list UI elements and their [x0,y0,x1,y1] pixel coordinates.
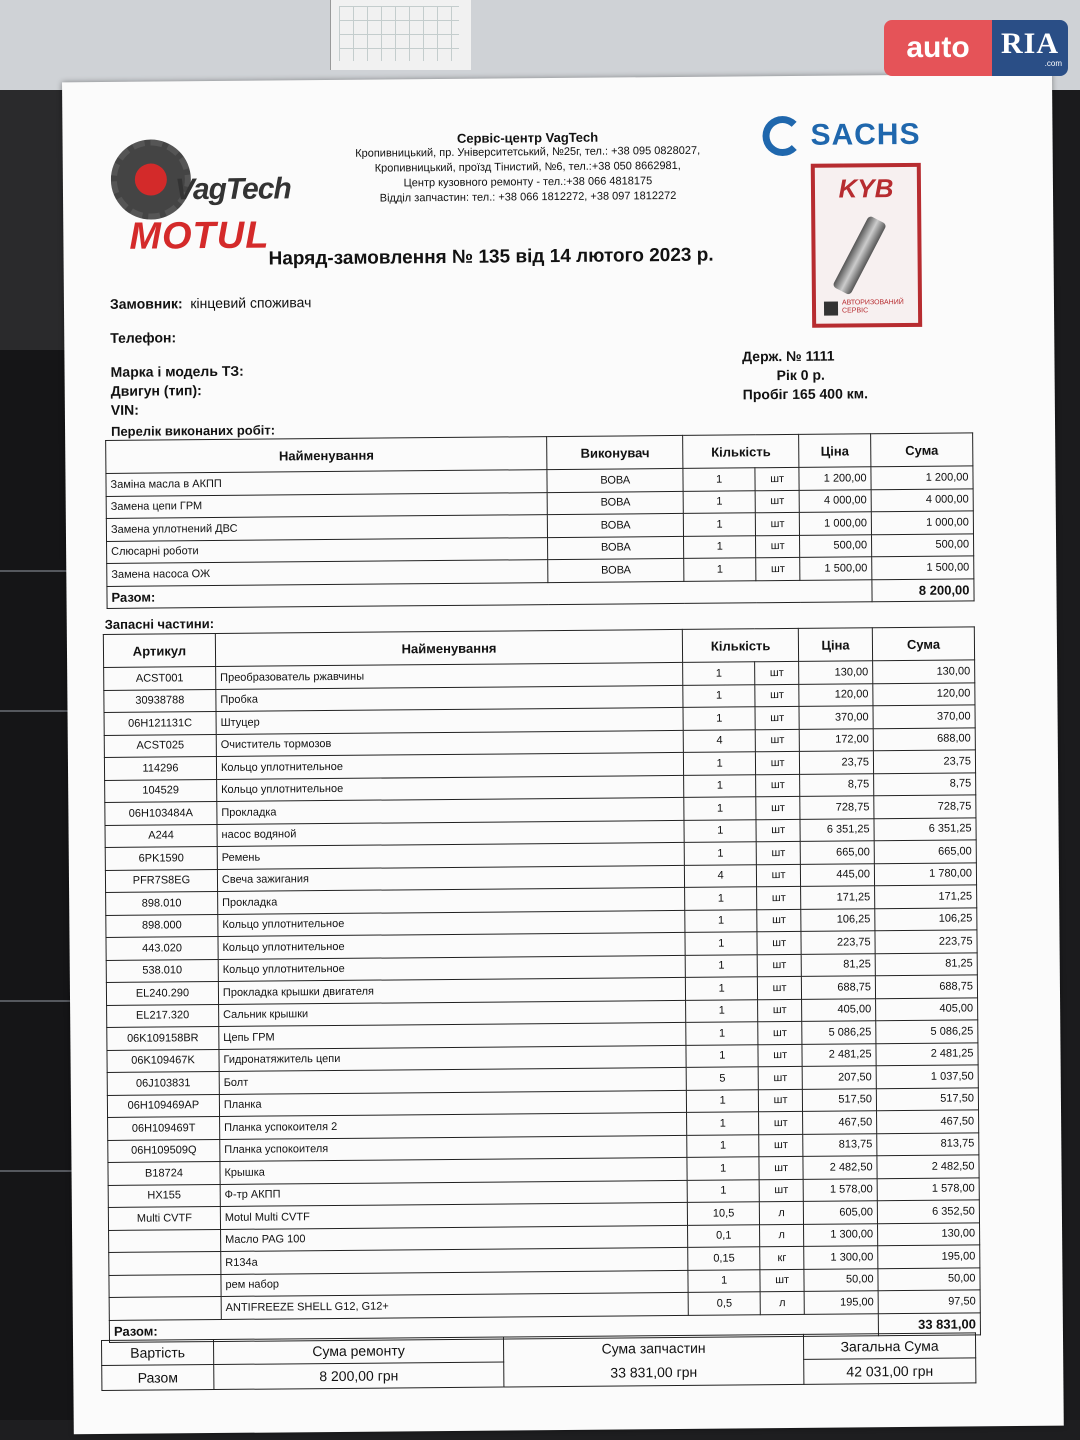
part-name: Кольцо уплотнительное [216,752,683,779]
part-article: ACST025 [104,734,216,757]
part-sum: 6 351,25 [874,817,976,840]
part-unit: шт [758,1066,802,1089]
part-price: 8,75 [800,773,874,796]
reg-number: Держ. № 1111 [742,347,835,365]
works-total-label: Разом: [107,579,872,608]
part-article: PFR7S8EG [105,869,217,892]
part-article: 898.000 [106,914,218,937]
part-qty: 1 [684,752,756,775]
part-sum: 405,00 [876,997,978,1020]
part-article: 114296 [104,756,216,779]
part-article: 6PK1590 [105,846,217,869]
works-total-value: 8 200,00 [872,578,974,601]
parts-section-title: Запасні частини: [104,616,215,632]
work-executor: ВОВА [548,513,684,537]
part-price: 172,00 [799,728,873,751]
company-header [312,128,743,207]
part-price: 2 482,50 [803,1156,877,1179]
part-qty: 1 [684,842,756,865]
part-sum: 728,75 [874,795,976,818]
part-qty: 1 [686,1022,758,1045]
part-price: 688,75 [801,976,875,999]
part-unit: шт [756,751,800,774]
work-name: Замена насоса ОЖ [107,560,549,586]
part-price: 81,25 [801,953,875,976]
part-name: Планка [219,1090,686,1117]
company-body-shop: Центр кузовного ремонту - тел.:+38 066 4818175 [403,175,653,190]
part-price: 467,50 [803,1111,877,1134]
part-article: 06H109509Q [108,1139,220,1162]
work-unit: шт [756,557,800,580]
part-price: 6 351,25 [800,818,874,841]
part-unit: шт [760,1269,804,1292]
part-unit: шт [757,954,801,977]
part-name: Кольцо уплотнительное [217,775,684,802]
part-article: HX155 [108,1184,220,1207]
part-price: 50,00 [804,1268,878,1291]
part-name: Кольцо уплотнительное [218,932,685,959]
part-sum: 1 037,50 [876,1065,978,1088]
works-table [105,432,974,609]
work-price: 500,00 [800,534,872,557]
part-name: Ф-тр АКПП [220,1180,687,1207]
part-name: Цепь ГРМ [219,1022,686,1049]
part-sum: 1 780,00 [874,862,976,885]
part-qty: 1 [685,887,757,910]
part-unit: шт [758,1044,802,1067]
autoria-watermark [884,20,1068,76]
part-qty: 4 [685,864,757,887]
part-name: Преобразователь ржавчины [216,662,683,689]
summary-total-label: Разом [102,1365,214,1391]
part-article: 104529 [105,779,217,802]
kyb-caption: АВТОРИЗОВАНИЙ СЕРВІС [841,298,904,315]
part-unit: шт [757,909,801,932]
work-sum: 1 200,00 [871,466,973,489]
part-qty: 1 [686,999,758,1022]
col-name: Найменування [106,437,548,474]
part-name: R134a [221,1247,688,1274]
work-unit: шт [756,535,800,558]
work-qty: 1 [683,490,755,513]
part-qty: 1 [686,977,758,1000]
part-sum: 5 086,25 [876,1020,978,1043]
part-article: 898.010 [106,891,218,914]
part-article: 06H109469AP [107,1094,219,1117]
part-price: 813,75 [803,1133,877,1156]
year: Рік 0 р. [776,366,825,384]
part-qty: 1 [687,1089,759,1112]
summary-parts-value: 33 831,00 грн [610,1363,698,1381]
mileage: Пробіг 165 400 км. [742,385,869,403]
part-name: Пробка [216,685,683,712]
col-part-qty: Кількість [683,628,799,662]
part-qty: 1 [686,1044,758,1067]
part-qty: 10,5 [688,1202,760,1225]
kyb-badge: KYB АВТОРИЗОВАНИЙ СЕРВІС [811,163,922,328]
shock-absorber-icon [832,215,887,295]
part-unit: шт [755,729,799,752]
part-price: 223,75 [801,931,875,954]
work-qty: 1 [683,468,755,491]
col-part-price: Ціна [798,628,872,662]
part-unit: л [760,1224,804,1247]
part-sum: 195,00 [878,1245,980,1268]
part-unit: шт [758,1021,802,1044]
part-name: Штуцер [216,707,683,734]
part-name: Motul Multi CVTF [220,1202,687,1229]
autoria-ria: RIA .com [992,20,1068,76]
work-executor: ВОВА [547,468,683,492]
part-unit: шт [758,1089,802,1112]
part-qty: 0,15 [688,1247,760,1270]
part-qty: 1 [684,819,756,842]
parts-total-value: 33 831,00 [878,1312,980,1335]
part-price: 106,25 [801,908,875,931]
part-sum: 517,50 [876,1087,978,1110]
part-name: Кольцо уплотнительное [218,910,685,937]
work-unit: шт [755,467,799,490]
part-sum: 106,25 [875,907,977,930]
summary-repair-value: 8 200,00 грн [214,1362,504,1390]
part-qty: 1 [687,1134,759,1157]
customer-value: кінцевий споживач [190,294,312,312]
part-sum: 8,75 [874,772,976,795]
col-executor: Виконувач [547,435,683,469]
work-qty: 1 [684,513,756,536]
part-name: Крышка [220,1157,687,1184]
part-name: Свеча зажигания [217,865,684,892]
part-name: Планка успокоителя 2 [219,1112,686,1139]
part-name: насос водяной [217,820,684,847]
part-unit: шт [759,1134,803,1157]
part-sum: 6 352,50 [877,1200,979,1223]
part-qty: 1 [685,909,757,932]
part-sum: 2 481,25 [876,1042,978,1065]
work-sum: 1 500,00 [872,556,974,579]
part-price: 665,00 [800,841,874,864]
part-sum: 50,00 [878,1267,980,1290]
part-article [109,1229,221,1252]
part-unit: шт [759,1179,803,1202]
part-unit: кг [760,1246,804,1269]
work-name: Заміна масла в АКПП [106,470,548,496]
part-unit: шт [756,796,800,819]
work-sum: 1 000,00 [871,511,973,534]
part-qty: 1 [683,707,755,730]
part-sum: 467,50 [877,1110,979,1133]
work-executor: ВОВА [548,536,684,560]
part-qty: 1 [687,1112,759,1135]
part-unit: шт [755,661,799,684]
work-price: 1 000,00 [799,512,871,535]
work-qty: 1 [684,558,756,581]
company-parts-dept: Відділ запчастин: тел.: +38 066 1812272, +38 097 1812272 [379,189,677,205]
part-unit: шт [755,684,799,707]
part-price: 171,25 [801,886,875,909]
part-qty: 1 [685,932,757,955]
part-qty: 1 [684,774,756,797]
summary-parts-label: Сума запчастин [601,1339,706,1357]
part-price: 605,00 [803,1201,877,1224]
part-article: 06H103484A [105,801,217,824]
part-price: 728,75 [800,796,874,819]
work-name: Замена цепи ГРМ [106,492,548,518]
part-name: рем набор [221,1270,688,1297]
summary-table [101,1332,976,1391]
part-price: 517,50 [802,1088,876,1111]
col-price: Ціна [799,434,871,468]
part-price: 405,00 [802,998,876,1021]
part-price: 1 300,00 [804,1246,878,1269]
part-sum: 688,00 [873,727,975,750]
part-sum: 665,00 [874,840,976,863]
parts-total-label: Разом: [109,1313,878,1342]
part-qty: 4 [683,729,755,752]
sachs-ring-icon [762,116,802,156]
part-qty: 1 [684,797,756,820]
customer-row: Замовник: кінцевий споживач [109,294,312,312]
part-name: Прокладка [218,887,685,914]
part-article: 06K109467K [107,1049,219,1072]
part-sum: 223,75 [875,930,977,953]
part-unit: шт [756,819,800,842]
part-article: EL240.290 [106,981,218,1004]
part-unit: шт [758,999,802,1022]
part-qty: 0,5 [688,1292,760,1315]
part-article: 30938788 [104,689,216,712]
part-article: 06J103831 [107,1071,219,1094]
company-address-1: Кропивницький, пр. Університетський, №25г, тел.: +38 095 0828027, [355,144,701,160]
part-price: 5 086,25 [802,1021,876,1044]
part-name: Планка успокоителя [220,1135,687,1162]
part-name: Кольцо уплотнительное [218,955,685,982]
part-sum: 370,00 [873,705,975,728]
col-part-name: Найменування [215,629,683,666]
part-name: Болт [219,1067,686,1094]
part-article: 538.010 [106,959,218,982]
background-paper [330,0,471,70]
col-article: Артикул [103,634,215,668]
summary-grand-value: 42 031,00 грн [804,1358,976,1385]
part-unit: шт [755,706,799,729]
part-price: 2 481,25 [802,1043,876,1066]
part-unit: шт [757,931,801,954]
part-sum: 120,00 [873,682,975,705]
part-name: Сальник крышки [218,1000,685,1027]
part-article: 06K109158BR [107,1026,219,1049]
part-sum: 813,75 [877,1132,979,1155]
work-qty: 1 [684,535,756,558]
part-qty: 5 [686,1067,758,1090]
col-part-sum: Сума [872,627,974,661]
part-name: Прокладка [217,797,684,824]
part-price: 445,00 [800,863,874,886]
part-unit: шт [759,1111,803,1134]
part-article: 06H109469T [108,1116,220,1139]
works-section-title: Перелік виконаних робіт: [111,422,276,439]
part-sum: 97,50 [878,1290,980,1313]
work-name: Замена уплотнений ДВС [106,515,548,541]
summary-parts-cell [503,1334,803,1387]
work-executor: ВОВА [547,491,683,515]
part-unit: шт [758,976,802,999]
part-sum: 130,00 [878,1222,980,1245]
work-order-sheet [62,74,1064,1435]
part-sum: 130,00 [873,660,975,683]
part-price: 370,00 [799,706,873,729]
part-sum: 688,75 [875,975,977,998]
summary-repair-label: Сума ремонту [213,1337,503,1365]
part-article: ACST001 [104,667,216,690]
part-unit: л [759,1201,803,1224]
part-sum: 2 482,50 [877,1155,979,1178]
part-article [109,1274,221,1297]
work-price: 1 500,00 [800,557,872,580]
part-unit: шт [759,1156,803,1179]
part-qty: 1 [685,954,757,977]
vagtech-logo-text: VagTech [174,172,291,207]
company-name: Сервіс-центр VagTech [456,129,599,146]
sachs-logo: SACHS [762,115,920,156]
col-qty: Кількість [683,434,799,468]
engine-label: Двигун (тип): [110,382,202,399]
part-article [109,1251,221,1274]
part-qty: 1 [687,1157,759,1180]
work-price: 4 000,00 [799,489,871,512]
part-sum: 1 578,00 [877,1177,979,1200]
part-article: Multi CVTF [108,1206,220,1229]
part-name: Очиститель тормозов [216,730,683,757]
work-sum: 500,00 [872,533,974,556]
work-unit: шт [755,512,799,535]
phone-label: Телефон: [110,329,177,346]
part-price: 195,00 [804,1291,878,1314]
vin-label: VIN: [110,401,139,418]
work-name: Слюсарні роботи [107,537,549,563]
summary-cost-label: Вартість [102,1340,214,1366]
autoria-auto: auto [884,20,992,76]
company-address-2: Кропивницький, проїзд Тінистий, №6, тел.:+38 050 8662981, [374,159,681,175]
part-name: Гидронатяжитель цепи [219,1045,686,1072]
part-unit: шт [756,774,800,797]
part-article: 443.020 [106,936,218,959]
part-article [109,1296,221,1319]
part-name: Прокладка крышки двигателя [218,977,685,1004]
work-sum: 4 000,00 [871,488,973,511]
part-name: ANTIFREEZE SHELL G12, G12+ [221,1292,688,1319]
vehicle-model-label: Марка і модель ТЗ: [110,362,244,380]
part-price: 130,00 [799,661,873,684]
document-title: Наряд-замовлення № 135 від 14 лютого 2023 р. [268,244,714,270]
part-name: Ремень [217,842,684,869]
part-article: 06H121131C [104,712,216,735]
part-qty: 1 [687,1179,759,1202]
part-sum: 171,25 [875,885,977,908]
part-unit: шт [757,886,801,909]
parts-table [103,626,981,1343]
work-unit: шт [755,490,799,513]
part-article: B18724 [108,1161,220,1184]
part-unit: шт [757,864,801,887]
part-qty: 1 [688,1269,760,1292]
part-price: 120,00 [799,683,873,706]
part-name: Масло PAG 100 [220,1225,687,1252]
part-price: 207,50 [802,1066,876,1089]
part-price: 1 578,00 [803,1178,877,1201]
part-qty: 0,1 [688,1224,760,1247]
summary-grand-label: Загальна Сума [803,1333,975,1360]
part-article: A244 [105,824,217,847]
part-price: 23,75 [799,751,873,774]
part-unit: л [760,1291,804,1314]
part-article: EL217.320 [107,1004,219,1027]
part-sum: 23,75 [873,750,975,773]
part-qty: 1 [683,684,755,707]
work-executor: ВОВА [548,558,684,582]
part-qty: 1 [683,662,755,685]
part-unit: шт [756,841,800,864]
part-price: 1 300,00 [804,1223,878,1246]
part-sum: 81,25 [875,952,977,975]
col-sum: Сума [871,433,973,467]
motul-logo: MOTUL [129,214,270,258]
qr-code-icon [824,302,838,316]
work-price: 1 200,00 [799,467,871,490]
